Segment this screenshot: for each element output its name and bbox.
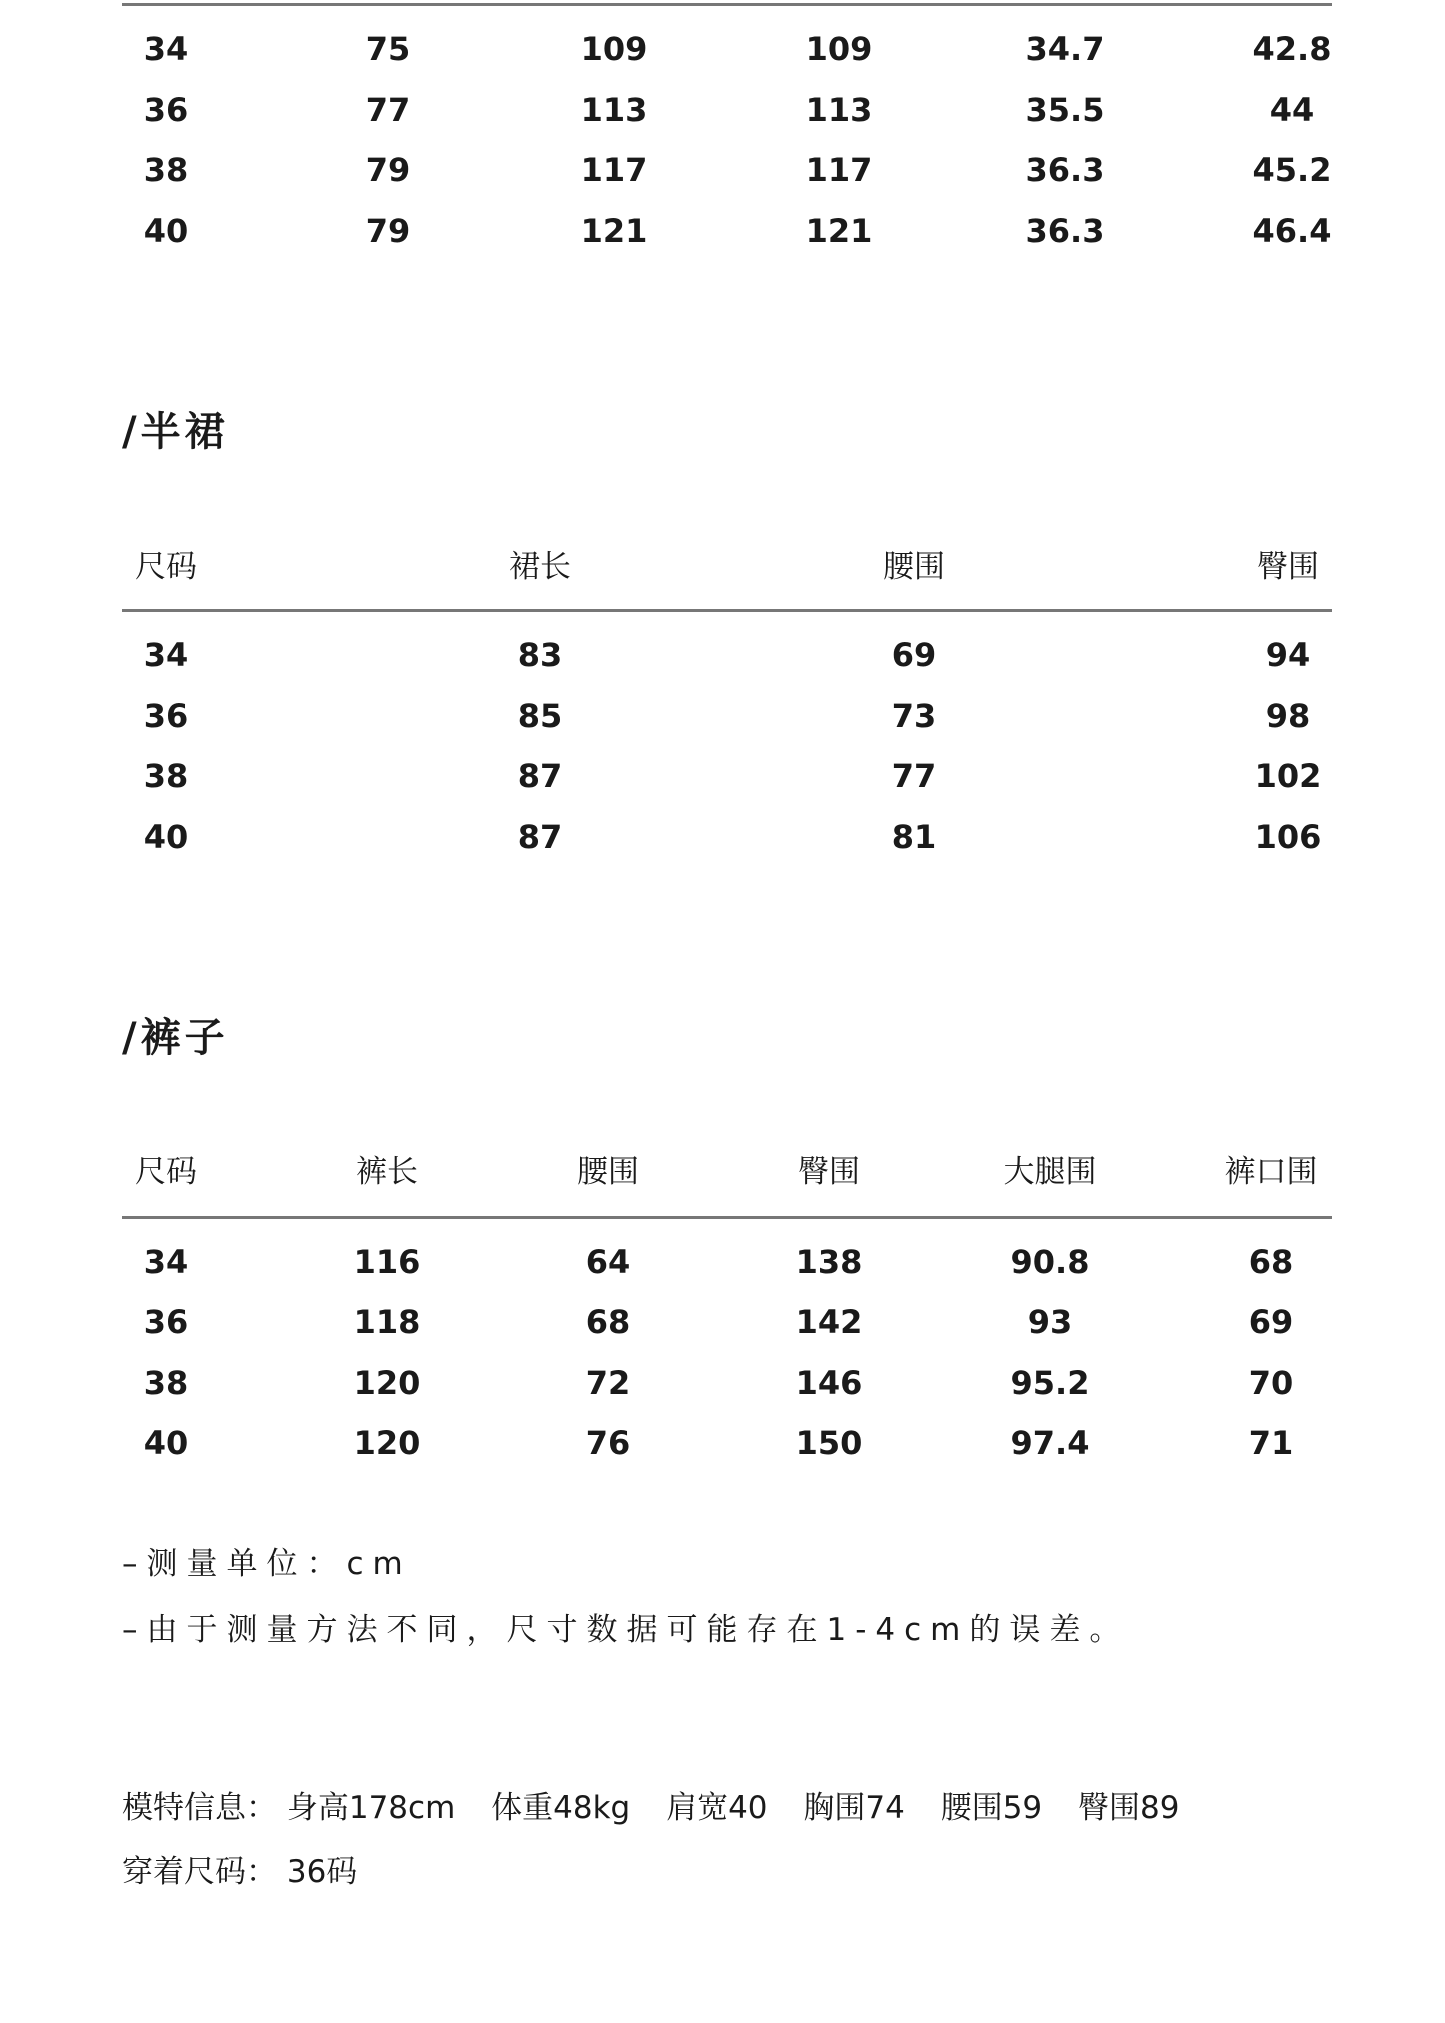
- table-header-cell: 裤口围: [1224, 1154, 1318, 1190]
- table-cell: 85: [517, 697, 563, 735]
- table-cell: 87: [517, 757, 563, 795]
- table-cell: 97.4: [1010, 1424, 1090, 1462]
- table-header-cell: 臀围: [1257, 549, 1319, 585]
- table-cell: 142: [795, 1303, 863, 1341]
- table-cell: 42.8: [1252, 30, 1332, 68]
- table-cell: 113: [805, 91, 873, 129]
- table-cell: 35.5: [1025, 91, 1105, 129]
- table-cell: 75: [365, 30, 411, 68]
- table-cell: 34.7: [1025, 30, 1105, 68]
- table-row: [122, 694, 1332, 738]
- table-cell: 120: [353, 1424, 421, 1462]
- table-cell: 64: [585, 1243, 631, 1281]
- model-size-line: [122, 1850, 357, 1894]
- table-cell: 38: [143, 1364, 189, 1402]
- table-cell: 79: [365, 151, 411, 189]
- table-cell: 34: [143, 30, 189, 68]
- table-cell: 44: [1269, 91, 1315, 129]
- table-cell: 40: [143, 212, 189, 250]
- table-cell: 87: [517, 818, 563, 856]
- measurement-unit-note: –测量单位：cm: [122, 1546, 412, 1582]
- table-cell: 150: [795, 1424, 863, 1462]
- table-cell: 34: [143, 1243, 189, 1281]
- table-cell: 68: [585, 1303, 631, 1341]
- table-cell: 118: [353, 1303, 421, 1341]
- table-header-cell: 尺码: [135, 1154, 197, 1190]
- table-cell: 102: [1254, 757, 1322, 795]
- table-row: [122, 209, 1332, 253]
- model-info-label: 模特信息：: [122, 1790, 277, 1826]
- table-cell: 109: [805, 30, 873, 68]
- table-cell: 69: [891, 636, 937, 674]
- table-cell: 90.8: [1010, 1243, 1090, 1281]
- table-cell: 70: [1248, 1364, 1294, 1402]
- table-cell: 113: [580, 91, 648, 129]
- model-size-value: 36码: [286, 1854, 358, 1890]
- table-cell: 77: [891, 757, 937, 795]
- model-info-line: [122, 1786, 1179, 1830]
- table-row: [122, 754, 1332, 798]
- pants-section-title: /裤子: [122, 1015, 229, 1061]
- table-cell: 34: [143, 636, 189, 674]
- table-cell: 36.3: [1025, 151, 1105, 189]
- table-header-cell: 腰围: [883, 549, 945, 585]
- table-cell: 81: [891, 818, 937, 856]
- model-height: 身高178cm: [286, 1790, 456, 1826]
- table-cell: 109: [580, 30, 648, 68]
- top-table-rule: [122, 3, 1332, 6]
- table-cell: 138: [795, 1243, 863, 1281]
- table-cell: 36.3: [1025, 212, 1105, 250]
- table-cell: 77: [365, 91, 411, 129]
- table-cell: 146: [795, 1364, 863, 1402]
- table-header-cell: 腰围: [577, 1154, 639, 1190]
- table-cell: 117: [580, 151, 648, 189]
- table-cell: 95.2: [1010, 1364, 1090, 1402]
- model-waist: 腰围59: [940, 1790, 1043, 1826]
- table-cell: 94: [1265, 636, 1311, 674]
- model-hip: 臀围89: [1078, 1790, 1180, 1826]
- table-cell: 117: [805, 151, 873, 189]
- skirt-table-header: [122, 545, 1332, 589]
- table-cell: 69: [1248, 1303, 1294, 1341]
- table-cell: 76: [585, 1424, 631, 1462]
- table-header-cell: 裤长: [356, 1154, 418, 1190]
- table-cell: 40: [143, 818, 189, 856]
- table-cell: 71: [1248, 1424, 1294, 1462]
- table-cell: 93: [1027, 1303, 1073, 1341]
- table-cell: 98: [1265, 697, 1311, 735]
- table-header-cell: 裙长: [509, 549, 571, 585]
- table-row: [122, 1421, 1332, 1465]
- table-row: [122, 27, 1332, 71]
- table-cell: 116: [353, 1243, 421, 1281]
- table-row: [122, 1300, 1332, 1344]
- table-header-cell: 大腿围: [1003, 1154, 1097, 1190]
- table-row: [122, 1361, 1332, 1405]
- skirt-table-rule: [122, 609, 1332, 612]
- table-cell: 40: [143, 1424, 189, 1462]
- table-cell: 68: [1248, 1243, 1294, 1281]
- measurement-tolerance-note: –由于测量方法不同，尺寸数据可能存在1-4cm的误差。: [122, 1612, 1130, 1648]
- table-header-cell: 臀围: [798, 1154, 860, 1190]
- model-shoulder: 肩宽40: [666, 1790, 768, 1826]
- table-cell: 120: [353, 1364, 421, 1402]
- table-row: [122, 148, 1332, 192]
- table-cell: 121: [805, 212, 873, 250]
- skirt-section-title: /半裙: [122, 409, 229, 455]
- table-row: [122, 1240, 1332, 1284]
- table-cell: 72: [585, 1364, 631, 1402]
- table-row: [122, 815, 1332, 859]
- table-cell: 36: [143, 91, 189, 129]
- table-cell: 83: [517, 636, 563, 674]
- table-row: [122, 633, 1332, 677]
- table-cell: 36: [143, 1303, 189, 1341]
- table-cell: 46.4: [1252, 212, 1332, 250]
- table-cell: 38: [143, 151, 189, 189]
- table-cell: 106: [1254, 818, 1322, 856]
- pants-table-rule: [122, 1216, 1332, 1219]
- table-cell: 45.2: [1252, 151, 1332, 189]
- table-cell: 38: [143, 757, 189, 795]
- model-bust: 胸围74: [803, 1790, 905, 1826]
- table-cell: 36: [143, 697, 189, 735]
- model-size-label: 穿着尺码：: [122, 1854, 277, 1890]
- table-cell: 73: [891, 697, 937, 735]
- table-cell: 121: [580, 212, 648, 250]
- model-weight: 体重48kg: [491, 1790, 631, 1826]
- table-row: [122, 88, 1332, 132]
- pants-table-header: [122, 1150, 1332, 1194]
- table-cell: 79: [365, 212, 411, 250]
- table-header-cell: 尺码: [135, 549, 197, 585]
